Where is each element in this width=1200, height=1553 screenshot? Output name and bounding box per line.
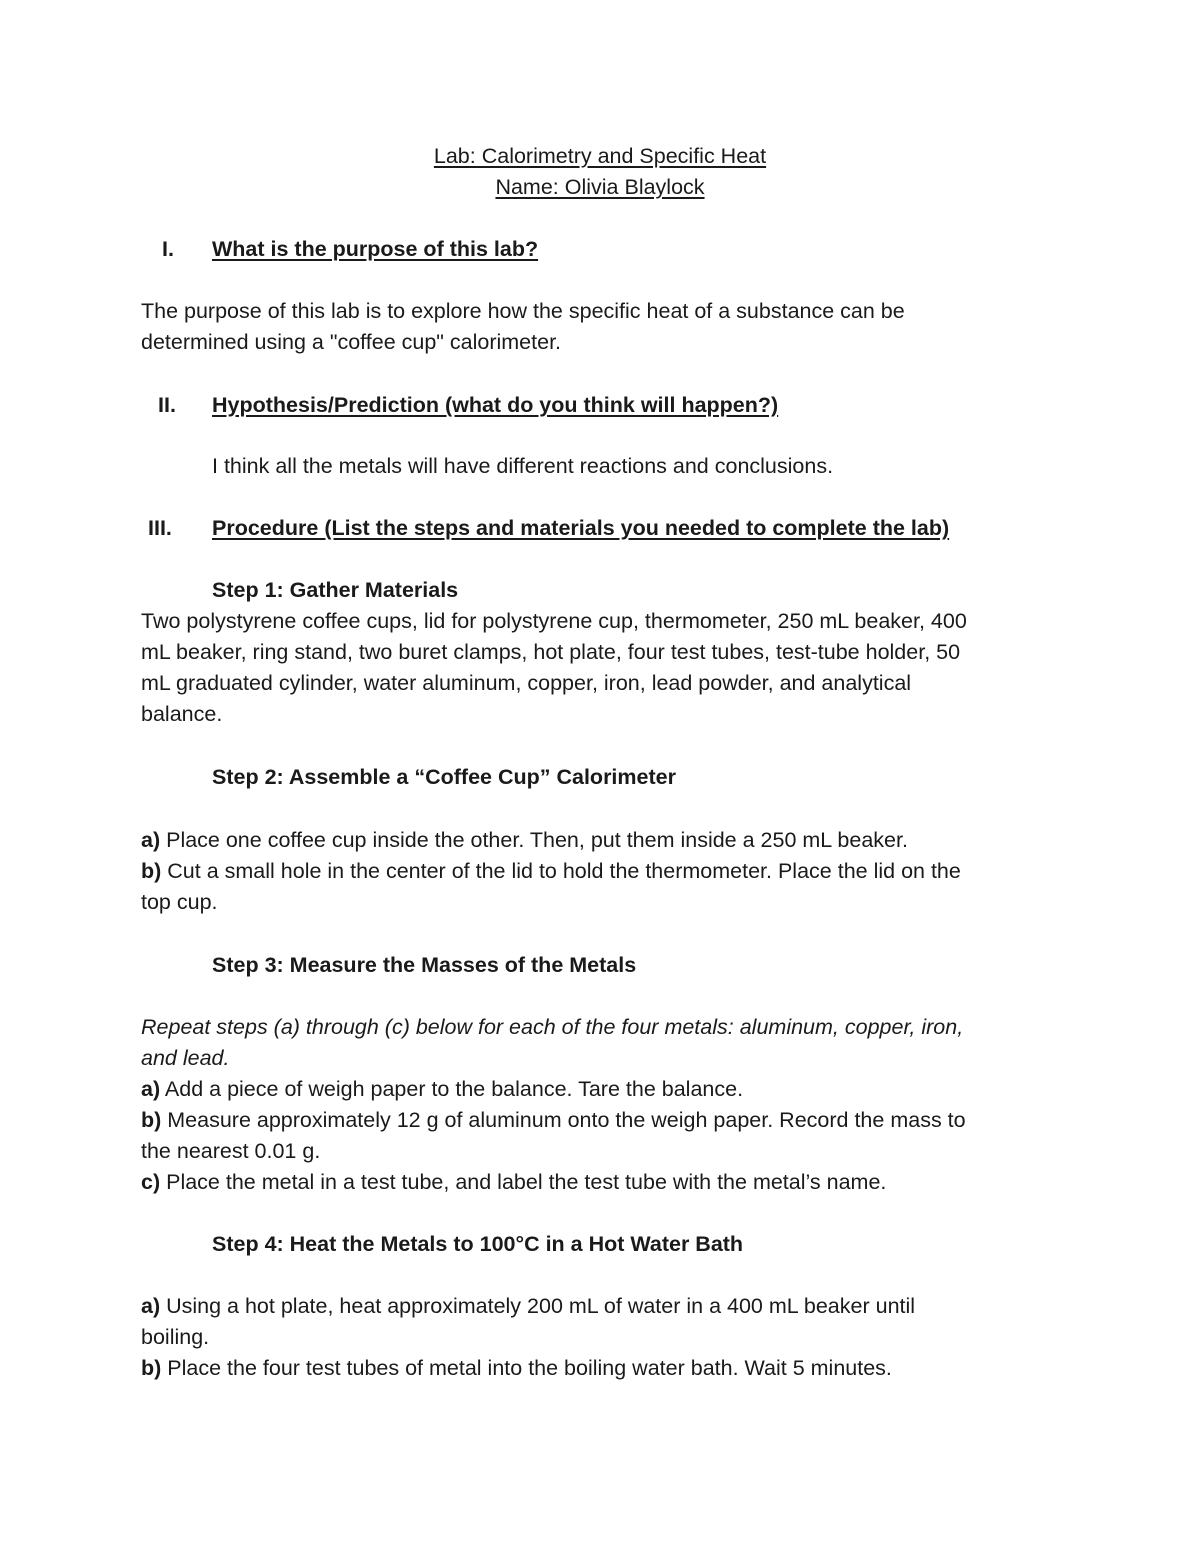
step-3-c-label: c): [141, 1170, 161, 1194]
step-3-a-text: Add a piece of weigh paper to the balance. Tare the balance.: [160, 1077, 744, 1101]
step-3-title: Step 3: Measure the Masses of the Metals: [212, 953, 637, 977]
step-4-a-label: a): [141, 1294, 161, 1318]
step-3-b-label: b): [141, 1108, 162, 1132]
step-4-a-text-1: Using a hot plate, heat approximately 200 mL of water in a 400 mL beaker until: [160, 1294, 916, 1318]
step-2-item-a: [141, 825, 908, 855]
step-3-b-text-1: Measure approximately 12 g of aluminum onto the weigh paper. Record the mass to: [161, 1108, 966, 1132]
step-2-a-text: Place one coffee cup inside the other. Then, put them inside a 250 mL beaker.: [160, 828, 908, 852]
step-3-item-c: [141, 1167, 886, 1197]
step-3-c-text: Place the metal in a test tube, and label the test tube with the metal’s name.: [160, 1170, 887, 1194]
purpose-answer-line-1: The purpose of this lab is to explore how the specific heat of a substance can be: [141, 299, 905, 323]
step-3-item-a: [141, 1074, 743, 1104]
step-2-a-label: a): [141, 828, 161, 852]
step-2-b-label: b): [141, 859, 162, 883]
step-2-b-text-2: top cup.: [141, 890, 218, 914]
step-1-title: Step 1: Gather Materials: [212, 578, 459, 602]
section-1-heading: What is the purpose of this lab?: [212, 237, 539, 261]
section-3-heading: Procedure (List the steps and materials you needed to complete the lab): [212, 516, 950, 540]
section-1-numeral: I.: [162, 237, 174, 261]
document-title: Lab: Calorimetry and Specific Heat: [433, 144, 767, 168]
purpose-answer-line-2: determined using a "coffee cup" calorimeter.: [141, 330, 562, 354]
section-3-numeral: III.: [148, 516, 172, 540]
materials-line-2: mL beaker, ring stand, two buret clamps, hot plate, four test tubes, test-tube holder, 50: [141, 640, 961, 664]
step-4-b-label: b): [141, 1356, 162, 1380]
materials-line-4: balance.: [141, 702, 223, 726]
step-4-title: Step 4: Heat the Metals to 100°C in a Hot Water Bath: [212, 1232, 744, 1256]
step-4-item-b: [141, 1353, 892, 1383]
step-4-a-text-2: boiling.: [141, 1325, 210, 1349]
step-3-item-b: [141, 1105, 966, 1135]
step-4-item-a: [141, 1291, 915, 1321]
student-name: Name: Olivia Blaylock: [495, 175, 705, 199]
materials-line-3: mL graduated cylinder, water aluminum, copper, iron, lead powder, and analytical: [141, 671, 912, 695]
step-2-b-text-1: Cut a small hole in the center of the lid to hold the thermometer. Place the lid on the: [161, 859, 961, 883]
step-2-title: Step 2: Assemble a “Coffee Cup” Calorimeter: [212, 765, 676, 789]
step-2-item-b: [141, 856, 961, 886]
hypothesis-answer: I think all the metals will have different reactions and conclusions.: [212, 454, 834, 478]
step-3-instruction-line-1: Repeat steps (a) through (c) below for each of the four metals: aluminum, copper, iron,: [141, 1015, 964, 1039]
section-2-numeral: II.: [158, 393, 176, 417]
step-3-a-label: a): [141, 1077, 161, 1101]
step-3-b-text-2: the nearest 0.01 g.: [141, 1139, 321, 1163]
step-3-instruction-line-2: and lead.: [141, 1046, 230, 1070]
materials-line-1: Two polystyrene coffee cups, lid for polystyrene cup, thermometer, 250 mL beaker, 400: [141, 609, 967, 633]
section-2-heading: Hypothesis/Prediction (what do you think will happen?): [212, 393, 779, 417]
step-4-b-text: Place the four test tubes of metal into the boiling water bath. Wait 5 minutes.: [161, 1356, 892, 1380]
